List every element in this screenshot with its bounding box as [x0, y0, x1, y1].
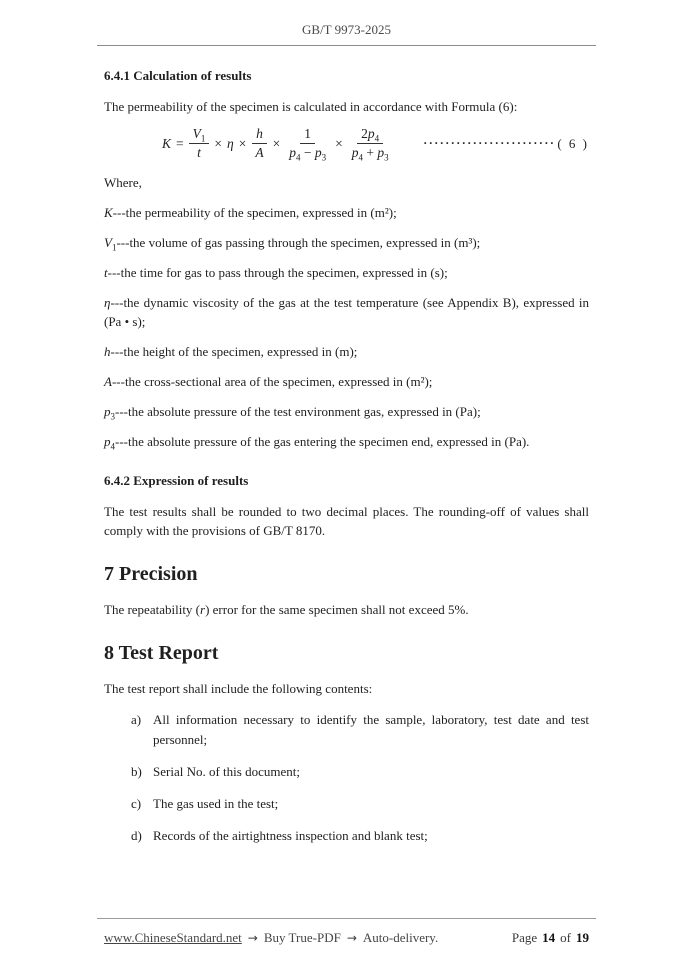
list-item-text: Records of the airtightness inspection and blank test; — [153, 828, 428, 843]
page-current: 14 — [542, 930, 556, 945]
where-label: Where, — [104, 175, 142, 190]
list-item-text: All information necessary to identify the sample, laboratory, test date and test personnel; — [153, 712, 589, 747]
paragraph-report-intro: The test report shall include the following contents: — [104, 681, 373, 696]
section-heading-7: 7 Precision — [104, 563, 198, 585]
formula-var-eta: η — [227, 135, 234, 151]
fraction-v1-t: $\frac{V_1}{t}$ — [189, 126, 210, 161]
formula-block — [104, 126, 589, 161]
definition-item: $p_4--$-the absolute pressure of the gas entering the specimen end, expressed in (Pa). — [104, 434, 530, 452]
paragraph-641-intro: The permeability of the specimen is calculated in accordance with Formula (6): — [104, 99, 518, 114]
section-heading-8: 8 Test Report — [104, 642, 219, 664]
footer-promo — [104, 930, 438, 946]
page-footer — [97, 918, 596, 946]
formula-reference — [423, 136, 589, 152]
section-heading-642: 6.4.2 Expression of results — [104, 473, 249, 488]
definition-item: h---the height of the specimen, expressed in (m); — [104, 344, 358, 359]
list-item-label: a) — [131, 712, 142, 727]
fraction-pressure-diff: $\frac{1}{p_4 - p_3}$ — [289, 126, 327, 163]
times-sign: × — [272, 135, 281, 151]
times-sign: × — [335, 135, 343, 151]
list-item-text: The gas used in the test; — [153, 796, 279, 811]
definition-item: t---the time for gas to pass through the specimen, expressed in (s); — [104, 265, 448, 280]
fraction-pressure-sum: $\frac{2p_4}{p_4 + p_3}$ — [351, 126, 389, 163]
definition-item: A---the cross-sectional area of the specimen, expressed in (m²); — [104, 374, 433, 389]
definition-item: $p_3--$-the absolute pressure of the test environment gas, expressed in (Pa); — [104, 404, 481, 422]
list-item-label: c) — [131, 796, 142, 811]
doc-number: GB/T 9973-2025 — [302, 22, 391, 37]
formula-number: ( 6 ) — [557, 135, 589, 151]
of-word: of — [560, 930, 571, 945]
list-item-text: Serial No. of this document; — [153, 764, 300, 779]
times-sign: × — [238, 135, 247, 151]
footer-site-link[interactable]: www.ChineseStandard.net — [104, 930, 242, 945]
section-heading-641: 6.4.1 Calculation of results — [104, 68, 252, 83]
formula-var-k: K — [162, 135, 172, 151]
paragraph-precision: The repeatability (r) error for the same specimen shall not exceed 5%. — [104, 602, 469, 617]
list-item — [131, 710, 589, 750]
footer-delivery-label: Auto-delivery. — [362, 930, 439, 945]
equals-sign: = — [176, 135, 184, 151]
formula — [162, 126, 393, 161]
times-sign: × — [214, 135, 223, 151]
paragraph-642: The test results shall be rounded to two decimal places. The rounding-off of values shall comply with the provisions of GB/T 8170. — [104, 504, 589, 538]
definition-item: K---the permeability of the specimen, expressed in (m²); — [104, 205, 397, 220]
list-item-label: d) — [131, 828, 142, 843]
page-content — [97, 46, 596, 918]
fraction-h-a: $\frac{h}{A}$ — [251, 126, 267, 161]
list-item — [131, 826, 589, 846]
definition-item: η---the dynamic viscosity of the gas at the test temperature (see Appendix B), expressed in (Pa • s); — [104, 295, 589, 329]
list-item — [131, 762, 589, 782]
arrow-right-icon: → — [247, 931, 258, 945]
dotted-leader: ························ — [423, 136, 556, 150]
page-indicator — [512, 930, 589, 946]
arrow-right-icon: → — [346, 931, 357, 945]
footer-buy-label: Buy True-PDF — [263, 930, 341, 945]
list-item — [131, 794, 589, 814]
list-item-label: b) — [131, 764, 142, 779]
page-word: Page — [511, 930, 538, 945]
page-header — [97, 22, 596, 46]
definition-item: $V_1--$-the volume of gas passing through the specimen, expressed in (m³); — [104, 235, 481, 253]
page-total: 19 — [576, 930, 589, 945]
